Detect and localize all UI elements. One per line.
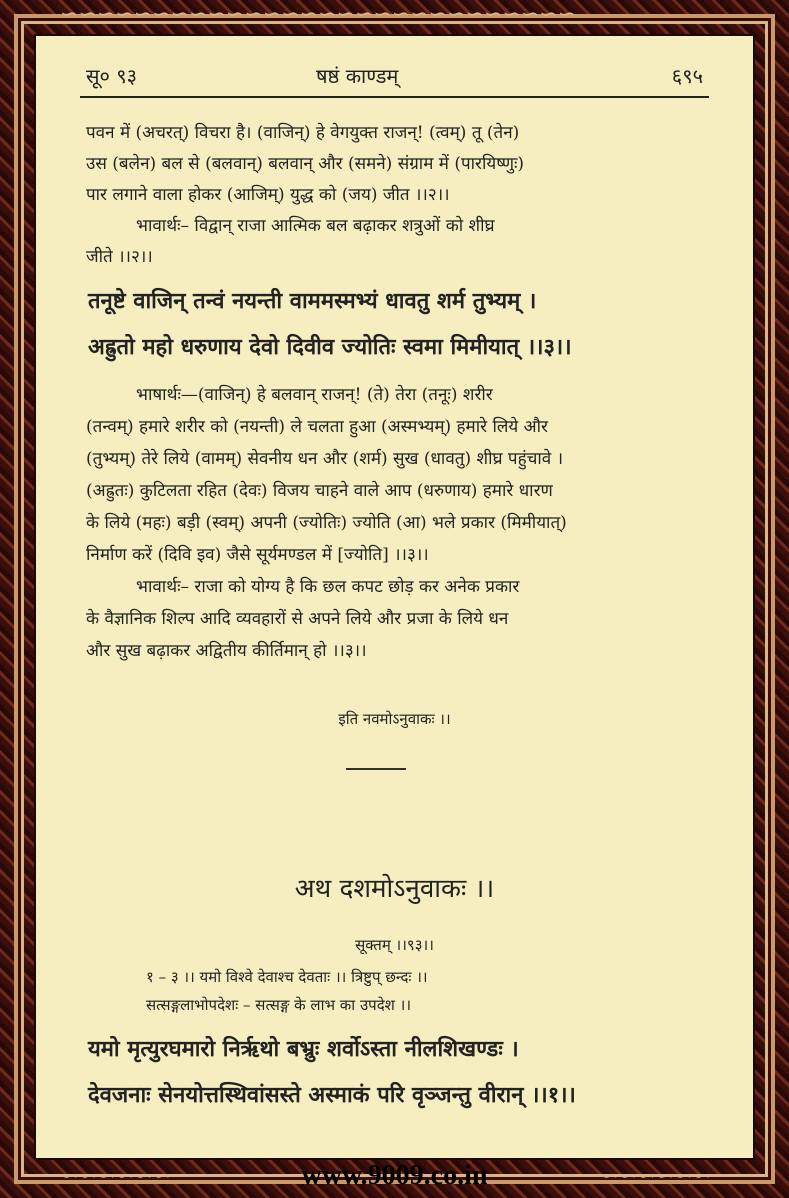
mantra-line: देवजनाः सेनयोत्तस्थिवांसस्ते अस्माकं परि वृञ्जन्तु वीरान् ।।१।। [88, 1082, 576, 1108]
sukta-title: सूक्तम् ।।९३।। [355, 936, 434, 954]
website-footer: www.9009.co.in [301, 1160, 488, 1191]
page-header [86, 62, 703, 92]
swirl-ornament-icon: ∽∽∽∽∽∽ [600, 1164, 711, 1189]
mantra-line: यमो मृत्युरघमारो निर्ऋथो बभ्रुः शर्वोऽस्ता नीलशिखण्डः । [88, 1036, 519, 1062]
text-line: पार लगाने वाला होकर (आजिम्) युद्ध को (जय) जीत ।।२।। [86, 185, 450, 205]
kanda-title: षष्ठं काण्डम् [316, 64, 399, 88]
text-line: निर्माण करें (दिवि इव) जैसे सूर्यमण्डल में [ज्योति] ।।३।। [86, 545, 429, 565]
sukta-meta: १ – ३ ।। यमो विश्वे देवाश्च देवताः ।। त्रिष्टुप् छन्दः ।। [146, 968, 428, 986]
text-line: के वैज्ञानिक शिल्प आदि व्यवहारों से अपने लिये और प्रजा के लिये धन [86, 609, 509, 629]
section-divider [346, 768, 406, 770]
sukta-number: सू० ९३ [86, 64, 138, 88]
swirl-ornament-icon: ∽∽∽∽∽∽∽∽∽∽∽∽∽∽∽∽∽∽∽∽∽∽∽∽∽∽∽∽ [60, 2, 577, 27]
mantra-line: तनूष्टे वाजिन् तन्वं नयन्ती वाममस्मभ्यं धावतु शर्म तुभ्यम् । [88, 288, 537, 314]
page-number: ६९५ [671, 64, 703, 88]
bhavartha-line: भावार्थः– राजा को योग्य है कि छल कपट छोड़ कर अनेक प्रकार [136, 577, 520, 597]
text-line: जीते ।।२।। [86, 247, 153, 267]
header-rule [80, 96, 709, 98]
anuvaka-title: अथ दशमोऽनुवाकः ।। [294, 874, 495, 904]
bhavartha-line: भावार्थः– विद्वान् राजा आत्मिक बल बढ़ाकर शत्रुओं को शीघ्र [136, 216, 495, 236]
sukta-subject: सत्सङ्गलाभोपदेशः – सत्सङ्ग के लाभ का उपदेश ।। [146, 996, 412, 1014]
text-line: (तुभ्यम्) तेरे लिये (वामम्) सेवनीय धन और (शर्म) सुख (धावतु) शीघ्र पहुंचावे । [86, 449, 564, 469]
text-line: के लिये (महः) बड़ी (स्वम्) अपनी (ज्योतिः) ज्योति (आ) भले प्रकार (मिमीयात्) [86, 513, 567, 533]
swirl-ornament-icon: ∽∽∽∽∽∽ [60, 1164, 171, 1189]
bhasharth-line: भाषार्थः—(वाजिन्) हे बलवान् राजन्! (ते) तेरा (तनूः) शरीर [136, 385, 493, 405]
text-line: (तन्वम्) हमारे शरीर को (नयन्ती) ले चलता हुआ (अस्मभ्यम्) हमारे लिये और [86, 417, 549, 437]
anuvaka-end: इति नवमोऽनुवाकः ।। [338, 710, 451, 728]
book-page [34, 34, 755, 1160]
text-line: पवन में (अचरत्) विचरा है। (वाजिन्) हे वेगयुक्त राजन्! (त्वम्) तू (तेन) [86, 123, 520, 143]
text-line: उस (बलेन) बल से (बलवान्) बलवान् और (समने) संग्राम में (पारयिष्णुः) [86, 154, 525, 174]
text-line: (अह्रुतः) कुटिलता रहित (देवः) विजय चाहने वाले आप (धरुणाय) हमारे धारण [86, 481, 553, 501]
mantra-line: अह्रुतो महो धरुणाय देवो दिवीव ज्योतिः स्वमा मिमीयात् ।।३।। [88, 334, 572, 360]
text-line: और सुख बढ़ाकर अद्वितीय कीर्तिमान् हो ।।३।। [86, 641, 367, 661]
